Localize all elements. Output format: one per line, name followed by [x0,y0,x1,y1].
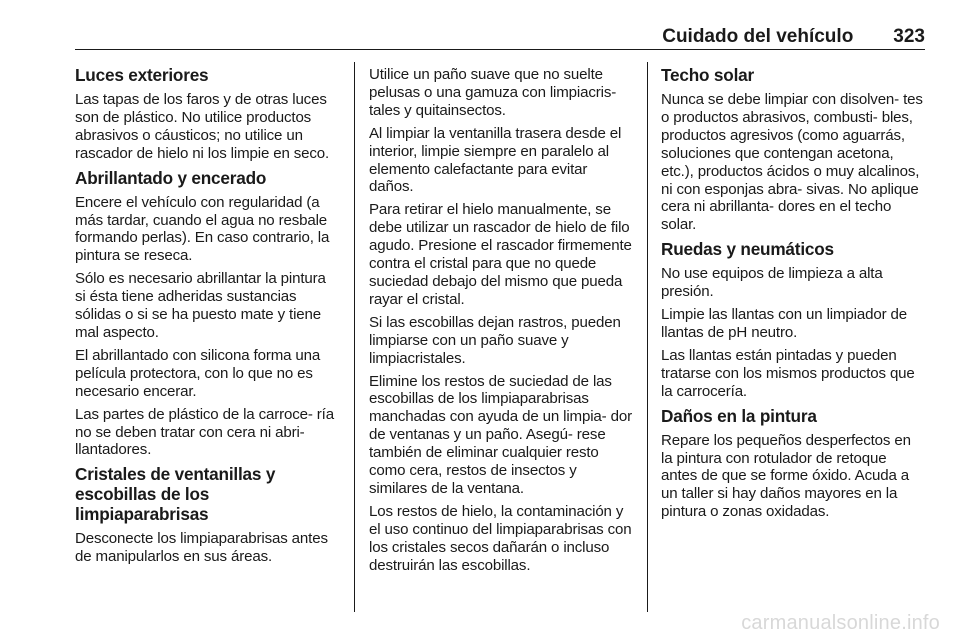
heading-abrillantado: Abrillantado y encerado [75,167,267,188]
paragraph: Nunca se debe limpiar con disolven‑ tes o productos abrasivos, combusti‑ bles, productos agresivos (como aguarrás, soluciones que contengan acetona, etc.), productos ácidos o muy alcalinos, ni con esponjas abra‑ sivas. No aplique cera ni abrillanta‑ dores en el techo solar. [661,91,923,234]
paragraph: Las partes de plástico de la carroce‑ ría no se deben tratar con cera ni abri‑ llantadores. [75,405,334,459]
column-1 [75,62,339,571]
paragraph: No use equipos de limpieza a alta presión. [661,265,883,301]
column-2 [369,62,633,579]
heading-luces-exteriores: Luces exteriores [75,65,209,85]
paragraph: El abrillantado con silicona forma una película protectora, con lo que no es necesario encerar. [75,346,321,400]
paragraph: Utilice un paño suave que no suelte pelusas o una gamuza con limpiacris‑ tales y quitainsectos. [369,66,617,119]
column-divider [354,62,355,612]
paragraph: Encere el vehículo con regularidad (a más tardar, cuando el agua no resbale formando perlas). En caso contrario, la pintura se reseca. [75,193,330,265]
section-title: Cuidado del vehículo [662,26,854,47]
column-3 [661,62,925,526]
paragraph: Las llantas están pintadas y pueden tratarse con los mismos productos que la carrocería. [661,346,915,400]
paragraph: Repare los pequeños desperfectos en la pintura con rotulador de retoque antes de que se forme óxido. Acuda a un taller si hay daños mayores en la pintura o zonas oxidadas. [661,431,911,521]
paragraph: Elimine los restos de suciedad de las escobillas de los limpiaparabrisas manchadas con ayuda de un limpia‑ dor de ventanas y un paño. Asegú‑ rese también de eliminar cualquier resto como cera, restos de insectos y similares de la ventana. [369,372,632,497]
column-divider [647,62,648,612]
page-header [75,26,925,50]
heading-ruedas: Ruedas y neumáticos [661,239,834,260]
header-rule [75,49,925,50]
paragraph: Los restos de hielo, la contaminación y el uso continuo del limpiaparabrisas con los cristales secos dañarán o incluso destruirán las escobillas. [369,502,632,574]
heading-cristales: Cristales de ventanillas y escobillas de los limpiaparabrisas [75,464,276,525]
heading-danos-pintura: Daños en la pintura [661,405,817,426]
heading-techo-solar: Techo solar [661,65,754,85]
paragraph: Al limpiar la ventanilla trasera desde el interior, limpie siempre en paralelo al elemento calefactante para evitar daños. [369,124,622,196]
watermark: carmanualsonline.info [741,612,940,634]
paragraph: Si las escobillas dejan rastros, pueden limpiarse con un paño suave y limpiacristales. [369,313,621,367]
paragraph: Las tapas de los faros y de otras luces son de plástico. No utilice productos abrasivos o cáusticos; no utilice un rascador de hielo ni los limpie en seco. [75,91,330,162]
paragraph: Sólo es necesario abrillantar la pintura si ésta tiene adheridas sustancias sólidas o si se ha puesto mate y tiene mal aspecto. [75,270,326,341]
page-number: 323 [893,26,925,47]
paragraph: Desconecte los limpiaparabrisas antes de manipularlos en sus áreas. [75,530,328,566]
paragraph: Limpie las llantas con un limpiador de llantas de pH neutro. [661,306,908,341]
paragraph: Para retirar el hielo manualmente, se debe utilizar un rascador de hielo de filo agudo. Presione el rascador firmemente contra el cristal para que no quede suciedad debajo del mismo que pueda rayar el cristal. [369,201,632,308]
